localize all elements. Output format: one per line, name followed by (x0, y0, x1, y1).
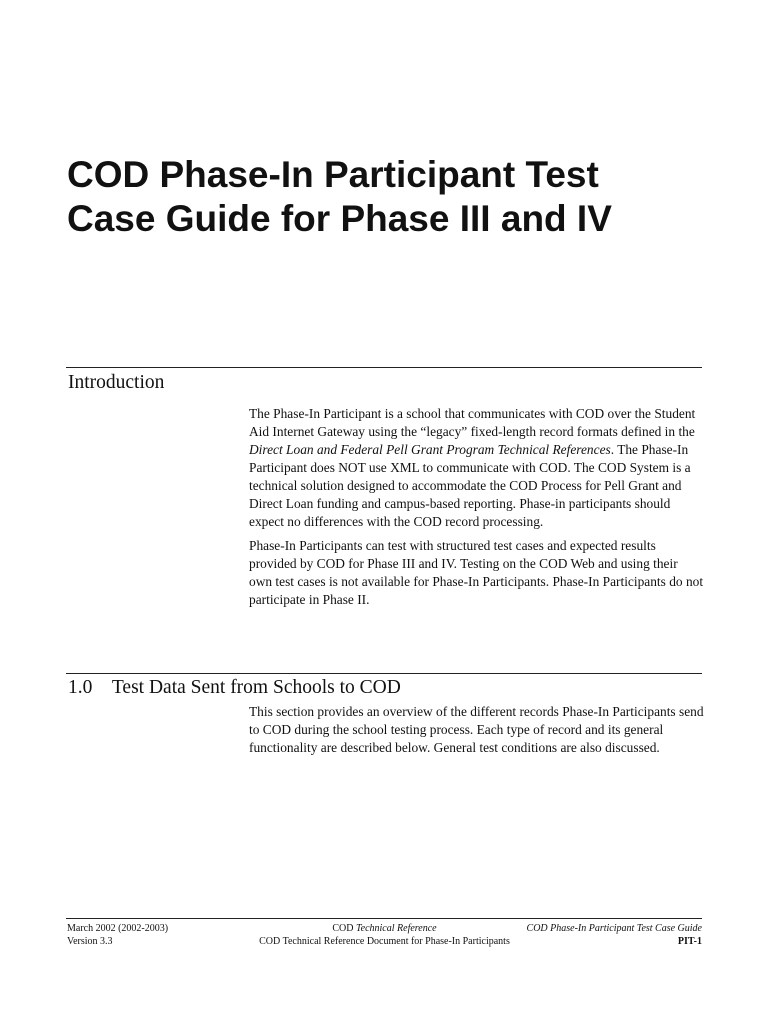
footer-date: March 2002 (2002-2003) (67, 923, 169, 934)
footer-center-2: COD Technical Reference Document for Phase-In Participants (259, 936, 510, 947)
introduction-heading: Introduction (68, 372, 165, 393)
introduction-body (249, 405, 704, 615)
intro-p1-text-a: The Phase-In Participant is a school that communicates with COD over the Student Aid Internet Gateway using the “legacy” fixed-length record formats defined in the (249, 406, 696, 439)
footer-row-2 (67, 935, 702, 948)
footer-guide-title: COD Phase-In Participant Test Case Guide (526, 923, 702, 934)
document-title (67, 153, 707, 241)
section-1-heading: 1.0 Test Data Sent from Schools to COD (68, 677, 401, 698)
section-1-body (249, 703, 704, 763)
footer-center-1-italic: Technical Reference (356, 923, 437, 934)
page-footer (67, 922, 702, 948)
title-line-1: COD Phase-In Participant Test (67, 154, 599, 195)
section-1-rule (66, 673, 702, 674)
intro-p1-reference-title: Direct Loan and Federal Pell Grant Program Technical References (249, 442, 611, 457)
footer-row-1 (67, 922, 702, 935)
footer-page-number: PIT-1 (677, 936, 702, 947)
footer-rule (66, 918, 702, 919)
introduction-paragraph-2: Phase-In Participants can test with structured test cases and expected results provided by COD for Phase III and IV. Testing on the COD Web and using their own test cases is not available for Phase-In Participants. Phase-In Participants do not participate in Phase II. (249, 538, 704, 607)
introduction-rule (66, 367, 702, 368)
footer-center-1-plain: COD (332, 923, 356, 934)
footer-page-number-wrap (678, 935, 702, 948)
introduction-paragraph-1 (249, 405, 704, 531)
title-line-2: Case Guide for Phase III and IV (67, 198, 612, 239)
section-1-paragraph-1: This section provides an overview of the different records Phase-In Participants send to COD during the school testing process. Each type of record and its general functionality are described below. General test conditions are also discussed. (249, 704, 704, 755)
intro-p1-text-b: . The Phase-In Participant does NOT use XML to communicate with COD. The COD System is a technical solution designed to accommodate the COD Process for Pell Grant and Direct Loan funding and campus-based reporting. Phase-in participants should expect no differences with the COD record processing. (249, 442, 691, 529)
footer-version: Version 3.3 (67, 936, 113, 947)
